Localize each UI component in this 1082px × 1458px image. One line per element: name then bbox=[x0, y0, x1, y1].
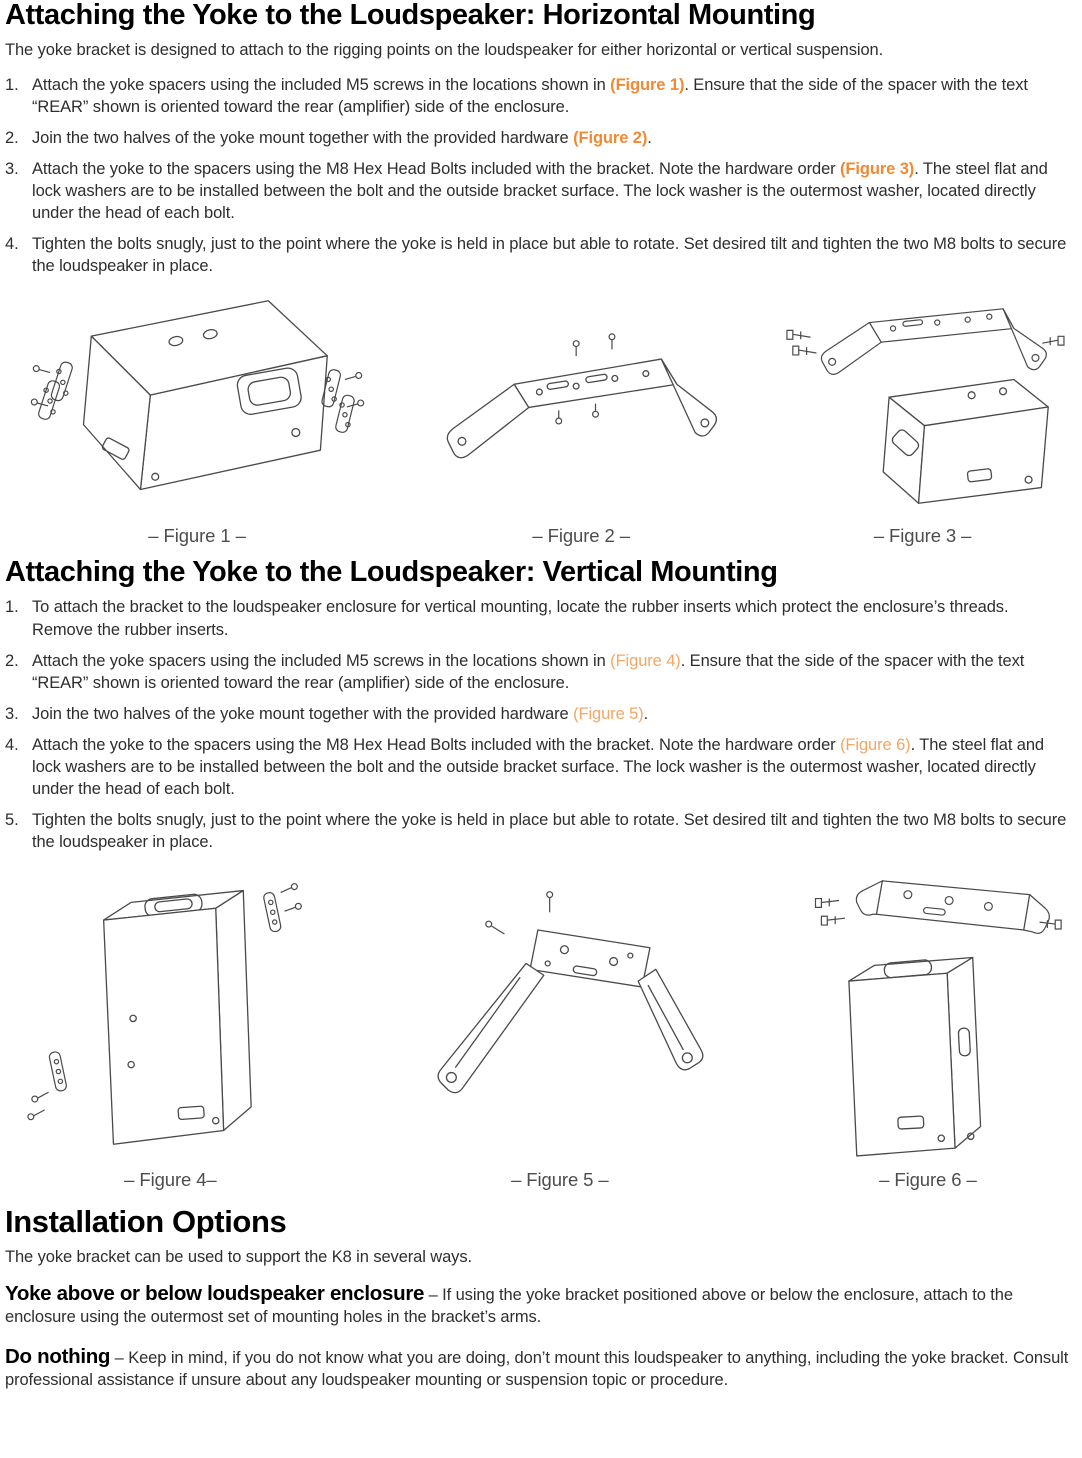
step-number: 1. bbox=[5, 75, 19, 94]
figure-2 bbox=[389, 323, 773, 547]
section-title-installation: Installation Options bbox=[5, 1203, 287, 1239]
figure-ref: (Figure 5) bbox=[573, 704, 644, 723]
step-number: 3. bbox=[5, 704, 19, 723]
step-text-before: To attach the bracket to the loudspeaker enclosure for vertical mounting, locate the rubber inserts which protect the enclosure’s threads. Remove the rubber inserts. bbox=[32, 598, 1009, 639]
step-item bbox=[5, 596, 1072, 640]
step-item bbox=[5, 158, 1072, 224]
step-item bbox=[5, 734, 1072, 800]
figure-5 bbox=[336, 873, 784, 1191]
step-number: 2. bbox=[5, 128, 19, 147]
step-number: 5. bbox=[5, 811, 19, 830]
step-text-before: Attach the yoke to the spacers using the M8 Hex Head Bolts included with the bracket. Note the hardware order bbox=[32, 159, 841, 178]
step-text bbox=[32, 596, 1072, 640]
step-item bbox=[5, 650, 1072, 694]
option-text: – If using the yoke bracket positioned above or below the enclosure, attach to the enclosure using the outermost set of mounting holes in the bracket’s arms. bbox=[5, 1286, 1013, 1327]
step-number: 2. bbox=[5, 651, 19, 670]
horizontal-intro: The yoke bracket is designed to attach to the rigging points on the loudspeaker for either horizontal or vertical suspension. bbox=[5, 40, 884, 59]
step-number: 4. bbox=[5, 235, 19, 254]
step-item bbox=[5, 127, 1072, 149]
figure-ref: (Figure 4) bbox=[610, 651, 681, 670]
step-text bbox=[32, 127, 1072, 149]
figure-caption: – Figure 2 – bbox=[532, 524, 630, 546]
figure-caption: – Figure 1 – bbox=[148, 524, 246, 546]
step-text bbox=[32, 734, 1072, 800]
option-text: – Keep in mind, if you do not know what you are doing, don’t mount this loudspeaker to anything, including the yoke bracket. Consult professional assistance if unsure about any loudspeaker mounting or suspension topic or procedure. bbox=[5, 1349, 1069, 1390]
step-text-before: Join the two halves of the yoke mount together with the provided hardware bbox=[32, 704, 574, 723]
figure-caption: – Figure 3 – bbox=[873, 524, 972, 546]
step-text-after: . bbox=[647, 128, 652, 147]
step-text-before: Join the two halves of the yoke mount together with the provided hardware bbox=[32, 128, 574, 147]
section-title-vertical: Attaching the Yoke to the Loudspeaker: Vertical Mounting bbox=[5, 555, 778, 588]
installation-option bbox=[5, 1343, 1072, 1392]
figure-2-illustration bbox=[431, 323, 731, 519]
figure-5-illustration bbox=[390, 873, 730, 1163]
step-item bbox=[5, 74, 1072, 118]
step-text-before: Tighten the bolts snugly, just to the point where the yoke is held in place but able to rotate. Set desired tilt and tighten the two M8 bolts to secure the loudspeaker in place. bbox=[32, 235, 1067, 276]
step-text-before: Attach the yoke to the spacers using the M8 Hex Head Bolts included with the bracket. Note the hardware order bbox=[32, 735, 841, 754]
section-title-horizontal: Attaching the Yoke to the Loudspeaker: Horizontal Mounting bbox=[5, 0, 816, 31]
step-text-after: . The steel flat and lock washers are to be installed between the bolt and the outside bracket surface. The lock washer is the outermost washer, located directly under the head of each bolt. bbox=[32, 735, 1045, 799]
step-text bbox=[32, 809, 1072, 853]
step-text-after: . Ensure that the side of the spacer with the text “REAR” shown is oriented toward the rear (amplifier) side of the enclosure. bbox=[32, 75, 1028, 116]
figure-ref: (Figure 6) bbox=[840, 735, 911, 754]
figure-row-vertical bbox=[5, 863, 1072, 1191]
step-text-after: . bbox=[643, 704, 649, 723]
figure-3 bbox=[773, 297, 1072, 547]
step-text bbox=[32, 650, 1072, 694]
figure-ref: (Figure 1) bbox=[610, 75, 685, 94]
figure-6-illustration bbox=[788, 863, 1068, 1163]
step-item bbox=[5, 233, 1072, 277]
step-item bbox=[5, 703, 1072, 725]
figure-caption: – Figure 5 – bbox=[511, 1168, 609, 1190]
vertical-steps-list bbox=[5, 596, 1072, 853]
figure-caption: – Figure 6 – bbox=[879, 1168, 977, 1190]
figure-4-illustration bbox=[23, 863, 318, 1163]
step-number: 4. bbox=[5, 735, 19, 754]
installation-option bbox=[5, 1280, 1072, 1329]
step-text bbox=[32, 74, 1072, 118]
step-text-after: . Ensure that the side of the spacer with the text “REAR” shown is oriented toward the rear (amplifier) side of the enclosure. bbox=[32, 651, 1025, 692]
step-text bbox=[32, 233, 1072, 277]
option-label: Do nothing bbox=[5, 1345, 111, 1369]
figure-3-illustration bbox=[775, 297, 1070, 519]
step-text bbox=[32, 158, 1072, 224]
figure-6 bbox=[784, 863, 1072, 1191]
figure-1-illustration bbox=[30, 287, 365, 519]
step-text-before: Attach the yoke spacers using the included M5 screws in the locations shown in bbox=[32, 651, 611, 670]
figure-1 bbox=[5, 287, 389, 547]
horizontal-steps-list bbox=[5, 74, 1072, 278]
figure-caption: – Figure 4– bbox=[124, 1168, 217, 1190]
figure-ref: (Figure 3) bbox=[840, 159, 915, 178]
figure-row-horizontal bbox=[5, 287, 1072, 547]
figure-ref: (Figure 2) bbox=[573, 128, 648, 147]
option-label: Yoke above or below loudspeaker enclosure bbox=[5, 1282, 425, 1306]
step-text-before: Attach the yoke spacers using the included M5 screws in the locations shown in bbox=[32, 75, 611, 94]
step-text bbox=[32, 703, 1072, 725]
step-item bbox=[5, 809, 1072, 853]
figure-4 bbox=[5, 863, 336, 1191]
step-text-after: . The steel flat and lock washers are to be installed between the bolt and the outside bracket surface. The lock washer is the outermost washer, located directly under the head of each bolt. bbox=[32, 159, 1048, 223]
step-text-before: Tighten the bolts snugly, just to the point where the yoke is held in place but able to rotate. Set desired tilt and tighten the two M8 bolts to secure the loudspeaker in place. bbox=[32, 811, 1067, 852]
step-number: 3. bbox=[5, 159, 19, 178]
installation-intro: The yoke bracket can be used to support the K8 in several ways. bbox=[5, 1247, 472, 1266]
step-number: 1. bbox=[5, 598, 19, 617]
